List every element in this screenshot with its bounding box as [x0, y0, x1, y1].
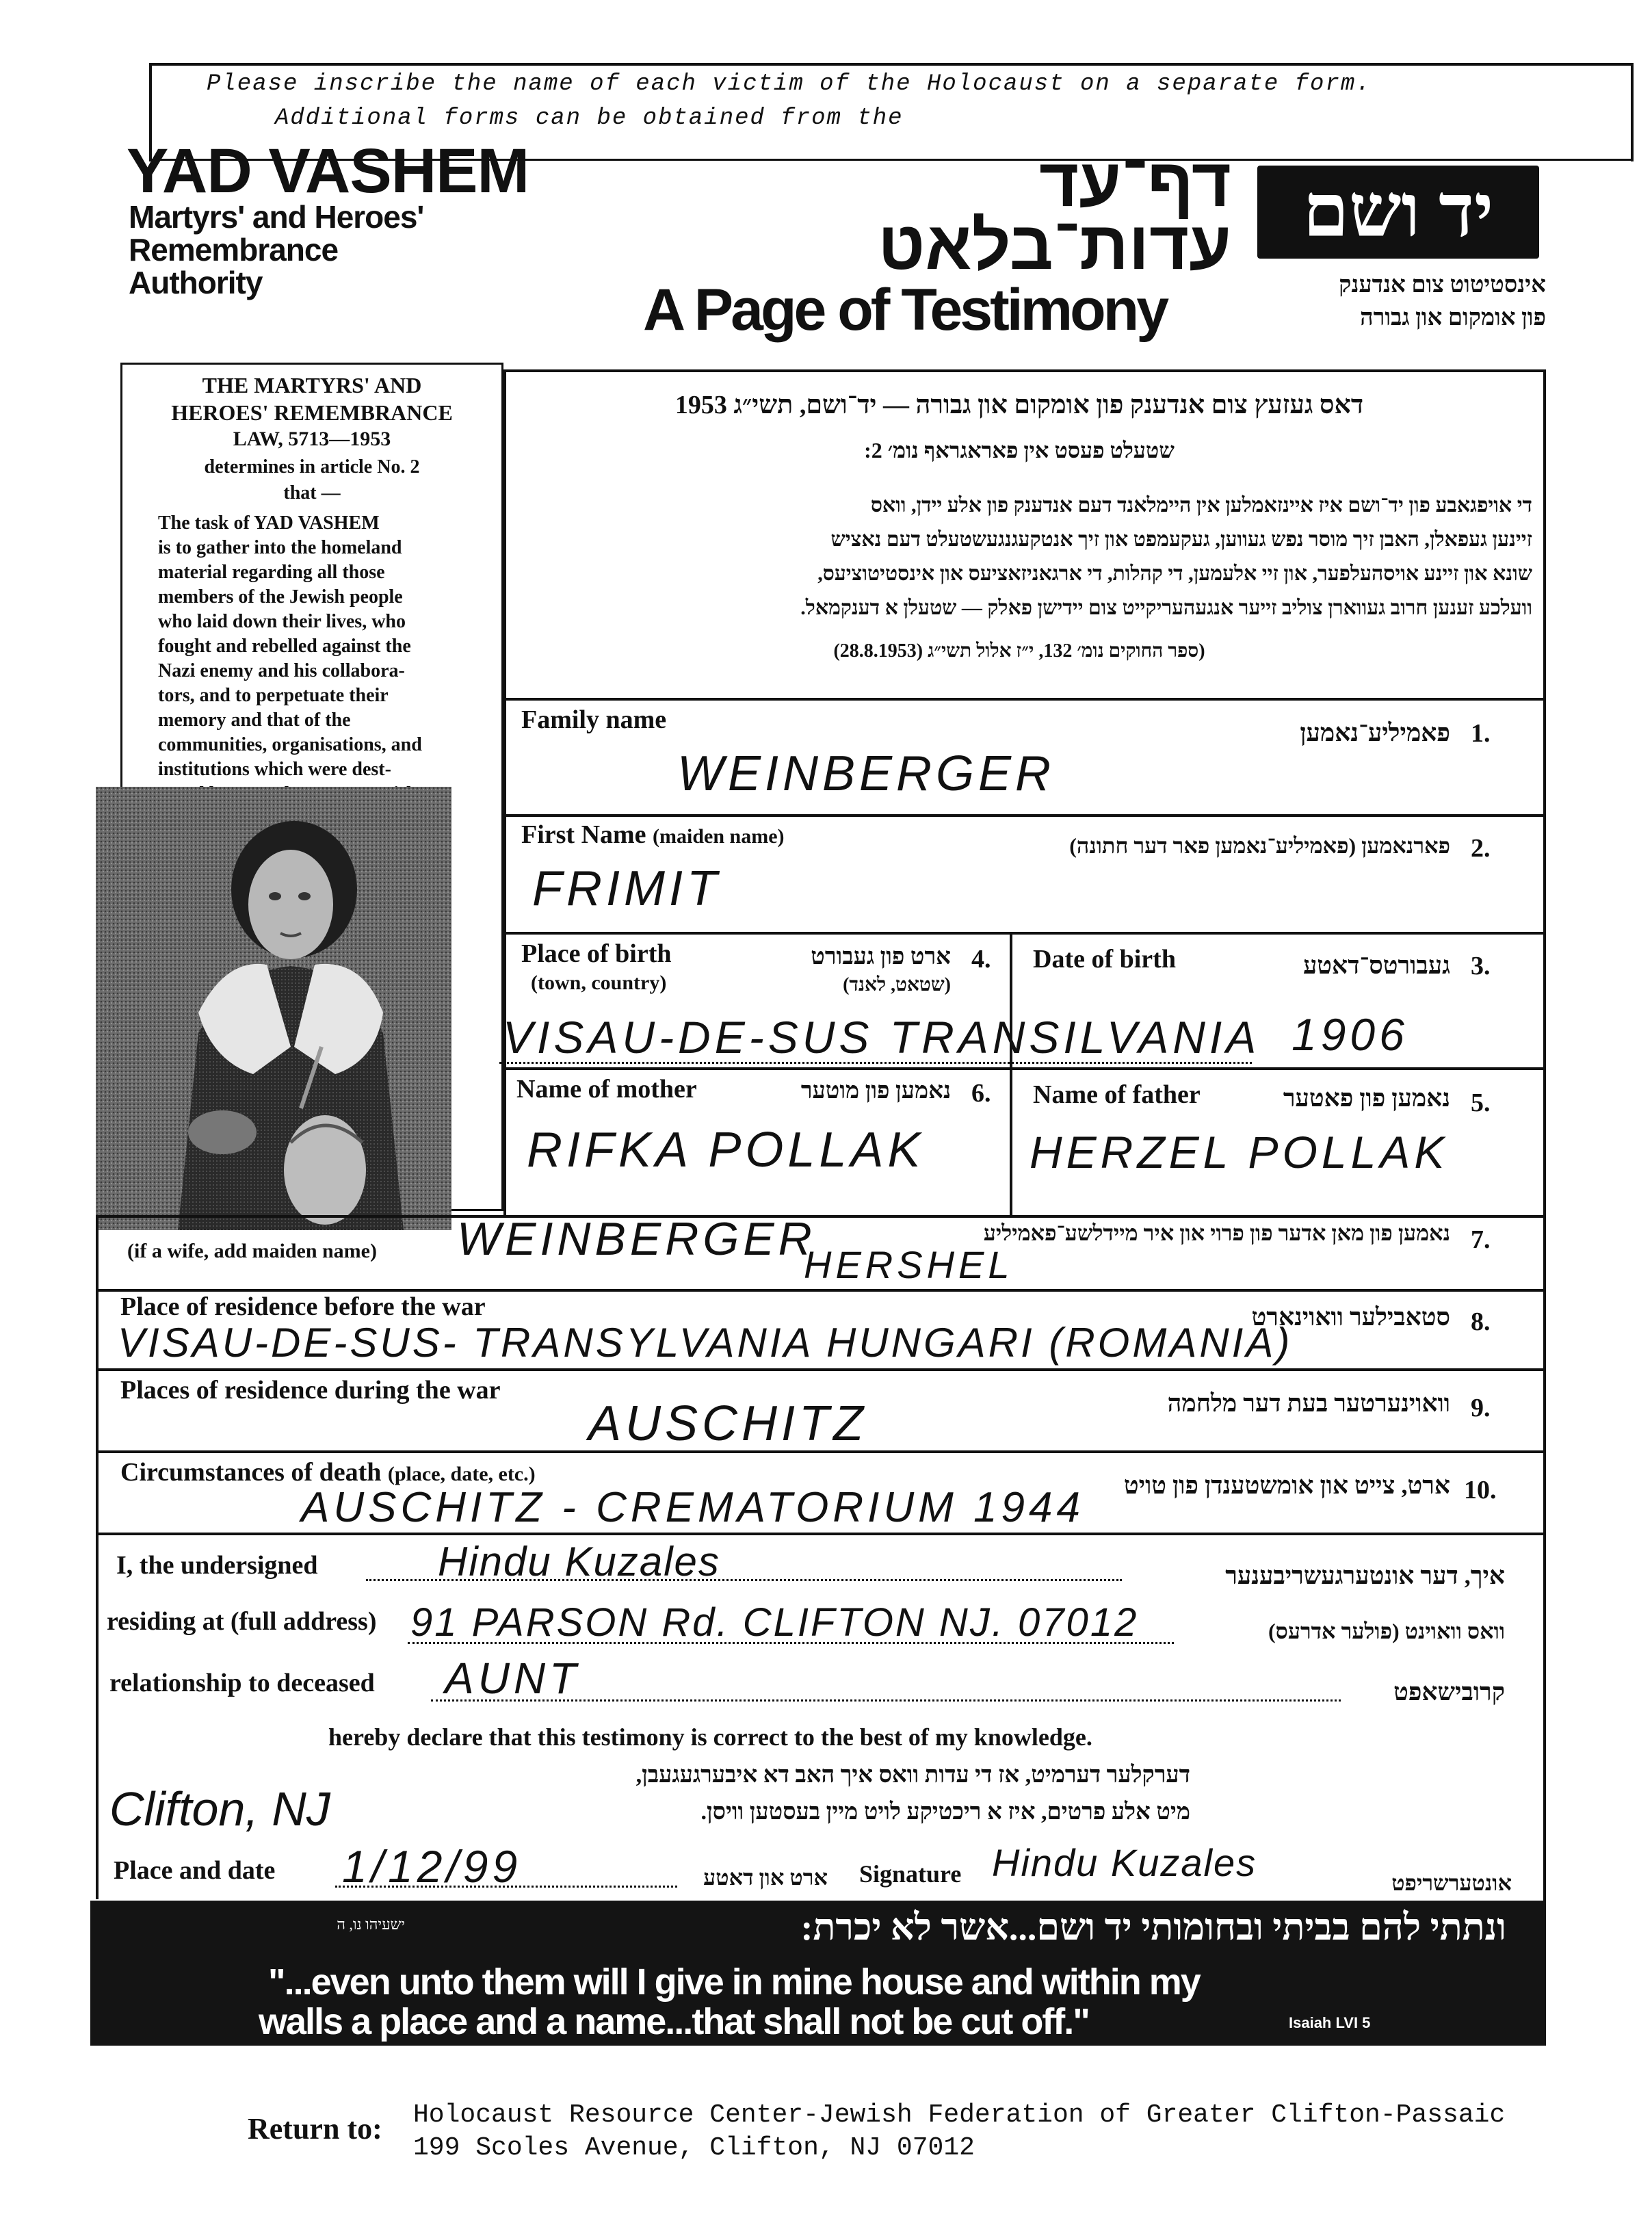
row-1-top: [503, 698, 1546, 701]
law-body-line: who laid down their lives, who: [158, 611, 406, 632]
lower-frame-left: [96, 1215, 99, 1899]
father-name-value[interactable]: HERZEL POLLAK: [1030, 1127, 1449, 1177]
residing-label-yi: וואס וואוינט (פולער אדרעס): [1268, 1619, 1505, 1643]
first-name-value[interactable]: FRIMIT: [532, 861, 721, 916]
first-name-label-text: First Name: [521, 820, 646, 849]
row-2-top: [503, 814, 1546, 817]
place-of-birth-value[interactable]: VISAU-DE-SUS TRANSILVANIA: [503, 1012, 1261, 1063]
law-body-line: fought and rebelled against the: [158, 636, 411, 657]
residing-value[interactable]: 91 PARSON Rd. CLIFTON NJ. 07012: [410, 1600, 1139, 1645]
banner-hebrew: ונתתי להם בביתי ובחומותי יד ושם...אשר לא יכרת:: [800, 1907, 1506, 1948]
main-frame-right: [1543, 369, 1546, 1901]
quote-banner: [90, 1901, 1546, 2046]
row-9-top: [96, 1533, 1546, 1535]
banner-hebrew-ref: ישעיהו נו, ה: [337, 1916, 405, 1933]
signature-label: Signature: [859, 1860, 962, 1888]
law-body-line: memory and that of the: [158, 709, 351, 731]
circumstances-of-death-value[interactable]: AUSCHITZ - CREMATORIUM 1944: [301, 1484, 1084, 1531]
law-body-line: The task of YAD VASHEM: [158, 512, 380, 534]
main-frame-left: [503, 369, 506, 1218]
yiddish-law-line-1: דאס געזעץ צום אנדענק פון אומקום און גבורה — יד־ושם, תשי״ג 1953: [674, 391, 1364, 419]
org-sub-2: Remembrance: [129, 232, 339, 268]
place-date-label: Place and date: [114, 1856, 276, 1885]
date-of-birth-label-yi: געבורטס־דאטע: [1302, 952, 1450, 979]
place-of-birth-label-yi: ארט פון געבורט: [811, 944, 951, 969]
first-name-label: [521, 820, 785, 850]
family-name-value[interactable]: WEINBERGER: [677, 746, 1056, 801]
mother-name-label: Name of mother: [516, 1075, 697, 1104]
yiddish-title-1: דף־עד: [1038, 144, 1231, 221]
circumstances-of-death-label-yi: ארט, צייט און אומשטענדן פון טויט: [1123, 1472, 1450, 1499]
field-number: 5.: [1471, 1089, 1491, 1117]
yad-vashem-logo: [1257, 166, 1539, 259]
yiddish-law-body-line: זיינען געפאלן, האבן זיך מוסר נפש געווען, געקעמפט און זיך אנטקעגנגעשטעלט דעם נאציש: [830, 528, 1532, 551]
notice-line-1: Please inscribe the name of each victim of the Holocaust on a separate form.: [207, 71, 1372, 97]
place-written[interactable]: Clifton, NJ: [109, 1782, 330, 1836]
logo-sub-2: פון אומקום און גבורה: [1360, 305, 1546, 330]
logo-sub-1: אינסטיטוט צום אנדענק: [1339, 272, 1546, 298]
field-number: 9.: [1471, 1394, 1491, 1422]
residence-during-war-label-yi: וואוינערטער בעת דער מלחמה: [1167, 1390, 1450, 1417]
return-line-1: Holocaust Resource Center-Jewish Federation of Greater Clifton-Passaic: [413, 2100, 1506, 2130]
law-heading-3: LAW, 5713—1953: [233, 428, 391, 450]
yiddish-law-line-2: שטעלט פעסט אין פאראגראף נומ׳ 2:: [864, 438, 1175, 462]
row-7-top: [96, 1368, 1546, 1371]
field-number: 8.: [1471, 1307, 1491, 1336]
org-sub-1: Martyrs' and Heroes': [129, 199, 424, 235]
spouse-label-sub: (if a wife, add maiden name): [127, 1240, 377, 1262]
residence-before-war-value[interactable]: VISAU-DE-SUS- TRANSYLVANIA HUNGARI (ROMANIA): [118, 1320, 1293, 1366]
undersigned-value[interactable]: Hindu Kuzales: [438, 1539, 720, 1585]
yiddish-law-body-line: די אויפגאבע פון יד־ושם איז איינזאמלען אין היימלאנד דעם אנדענק פון אלע יידן, וואס: [870, 494, 1532, 517]
law-body-line: material regarding all those: [158, 562, 385, 583]
yiddish-law-body-line: שונא און זיינע אויסהעלפער, און זיי אלעמען, די קהלות, די ארגאניזאציעס און אינסטיטוציעס,: [817, 562, 1532, 585]
org-sub-3: Authority: [129, 265, 263, 300]
law-body-line: tors, and to perpetuate their: [158, 685, 389, 706]
main-frame-top: [503, 369, 1546, 372]
law-body-line: members of the Jewish people: [158, 586, 403, 608]
banner-english-2: walls a place and a name...that shall not be cut off.": [259, 2001, 1089, 2042]
field-number: 3.: [1471, 952, 1491, 980]
date-of-birth-value[interactable]: 1906: [1292, 1009, 1408, 1060]
family-name-label-yi: פאמיליע־נאמען: [1300, 719, 1450, 746]
row-5-top: [96, 1215, 1546, 1218]
law-body-line: Nazi enemy and his collabora-: [158, 660, 405, 681]
circumstances-label-text: Circumstances of death: [120, 1458, 382, 1487]
place-of-birth-label: Place of birth: [521, 939, 672, 968]
date-of-birth-label: Date of birth: [1033, 945, 1176, 974]
declaration-statement-yi-2: מיט אלע פרטים, איז א ריכטיקע לויט מיין בעסטען וויסן.: [700, 1799, 1190, 1825]
banner-english-ref: Isaiah LVI 5: [1289, 2014, 1371, 2031]
place-date-label-yi: ארט און דאטע: [703, 1865, 828, 1890]
place-of-birth-label-yi-sub: (שטאט, לאנד): [843, 974, 951, 995]
residence-before-war-label: Place of residence before the war: [120, 1292, 486, 1321]
field-number: 7.: [1471, 1225, 1491, 1254]
field-number: 10.: [1464, 1476, 1497, 1504]
yiddish-law-citation: (ספר החוקים נומ׳ 132, י״ז אלול תשי״ג (28.8.1953): [833, 640, 1205, 662]
row-3-top: [503, 932, 1546, 935]
law-body-line: institutions which were dest-: [158, 759, 391, 780]
residence-during-war-value[interactable]: AUSCHITZ: [588, 1396, 867, 1451]
declaration-statement: hereby declare that this testimony is correct to the best of my knowledge.: [328, 1723, 1092, 1751]
relationship-value[interactable]: AUNT: [445, 1654, 581, 1703]
spouse-value-surname[interactable]: WEINBERGER: [457, 1213, 816, 1265]
law-heading-2: HEROES' REMEMBRANCE: [171, 400, 453, 425]
place-of-birth-line: [499, 1062, 1252, 1064]
field-number: 1.: [1471, 719, 1491, 748]
spouse-label-yi: נאמען פון מאן אדער פון פרוי און איר מיידלשע־פאמיליע: [983, 1221, 1450, 1245]
father-name-label: Name of father: [1033, 1080, 1201, 1109]
law-heading-4: determines in article No. 2: [204, 456, 420, 478]
residing-label: residing at (full address): [107, 1607, 377, 1636]
first-name-label-sub: (maiden name): [653, 825, 785, 848]
first-name-label-yi: פארנאמען (פאמיליע־נאמען פאר דער חתונה): [1069, 833, 1450, 858]
signature-label-yi: אונטערשריפט: [1391, 1870, 1512, 1895]
mother-name-label-yi: נאמען פון מוטער: [800, 1078, 951, 1104]
field-number: 6.: [971, 1079, 991, 1108]
row-4-top: [503, 1067, 1546, 1070]
law-body-line: communities, organisations, and: [158, 734, 422, 755]
org-name: YAD VASHEM: [127, 136, 529, 206]
yiddish-title-2: עדות־בלאט: [878, 207, 1231, 284]
field-number: 2.: [1471, 834, 1491, 863]
declaration-statement-yi-1: דערקלער דערמיט, אז די עדות וואס איך האב דא איבערגעגעבן,: [635, 1762, 1190, 1788]
date-value[interactable]: 1/12/99: [342, 1841, 522, 1892]
law-body-line: is to gather into the homeland: [158, 537, 402, 558]
undersigned-label: I, the undersigned: [116, 1551, 318, 1580]
residence-before-war-label-yi: סטאבילער וואוינארט: [1251, 1303, 1450, 1331]
father-name-label-yi: נאמען פון פאטער: [1283, 1084, 1450, 1112]
page-title: A Page of Testimony: [643, 277, 1167, 343]
law-heading-5: that —: [283, 482, 341, 504]
logo-text: יד ושם: [1302, 171, 1494, 252]
spouse-value-given[interactable]: HERSHEL: [804, 1243, 1014, 1286]
law-body: [158, 511, 493, 792]
yiddish-law-body: [520, 488, 1532, 625]
photo-portrait-svg: [96, 787, 451, 1230]
relationship-label-yi: קרובישאפט: [1393, 1678, 1505, 1706]
relationship-label: relationship to deceased: [109, 1669, 375, 1697]
return-line-2: 199 Scoles Avenue, Clifton, NJ 07012: [413, 2133, 975, 2163]
victim-photo: [96, 787, 451, 1230]
yiddish-law-body-line: וועלכע זענען חרוב געווארן צוליב זייער אנגעהעריקייט צום יידישן פאלק — שטעלן א דענקמאל.: [800, 597, 1532, 619]
notice-line-2: Additional forms can be obtained from the: [275, 105, 904, 131]
banner-english-1: "...even unto them will I give in mine house and within my: [268, 1961, 1200, 2003]
undersigned-label-yi: איך, דער אונטערגעשריבענער: [1225, 1562, 1505, 1589]
law-heading-1: THE MARTYRS' AND: [202, 373, 422, 397]
residence-during-war-label: Places of residence during the war: [120, 1376, 501, 1405]
return-label: Return to:: [248, 2112, 382, 2146]
signature-value[interactable]: Hindu Kuzales: [992, 1841, 1257, 1884]
row-3-divider: [1010, 932, 1012, 1218]
family-name-label: Family name: [521, 705, 667, 734]
mother-name-value[interactable]: RIFKA POLLAK: [527, 1123, 925, 1177]
circumstances-label-sub: (place, date, etc.): [387, 1463, 536, 1485]
place-of-birth-label-sub: (town, country): [531, 972, 667, 994]
field-number: 4.: [971, 945, 991, 974]
